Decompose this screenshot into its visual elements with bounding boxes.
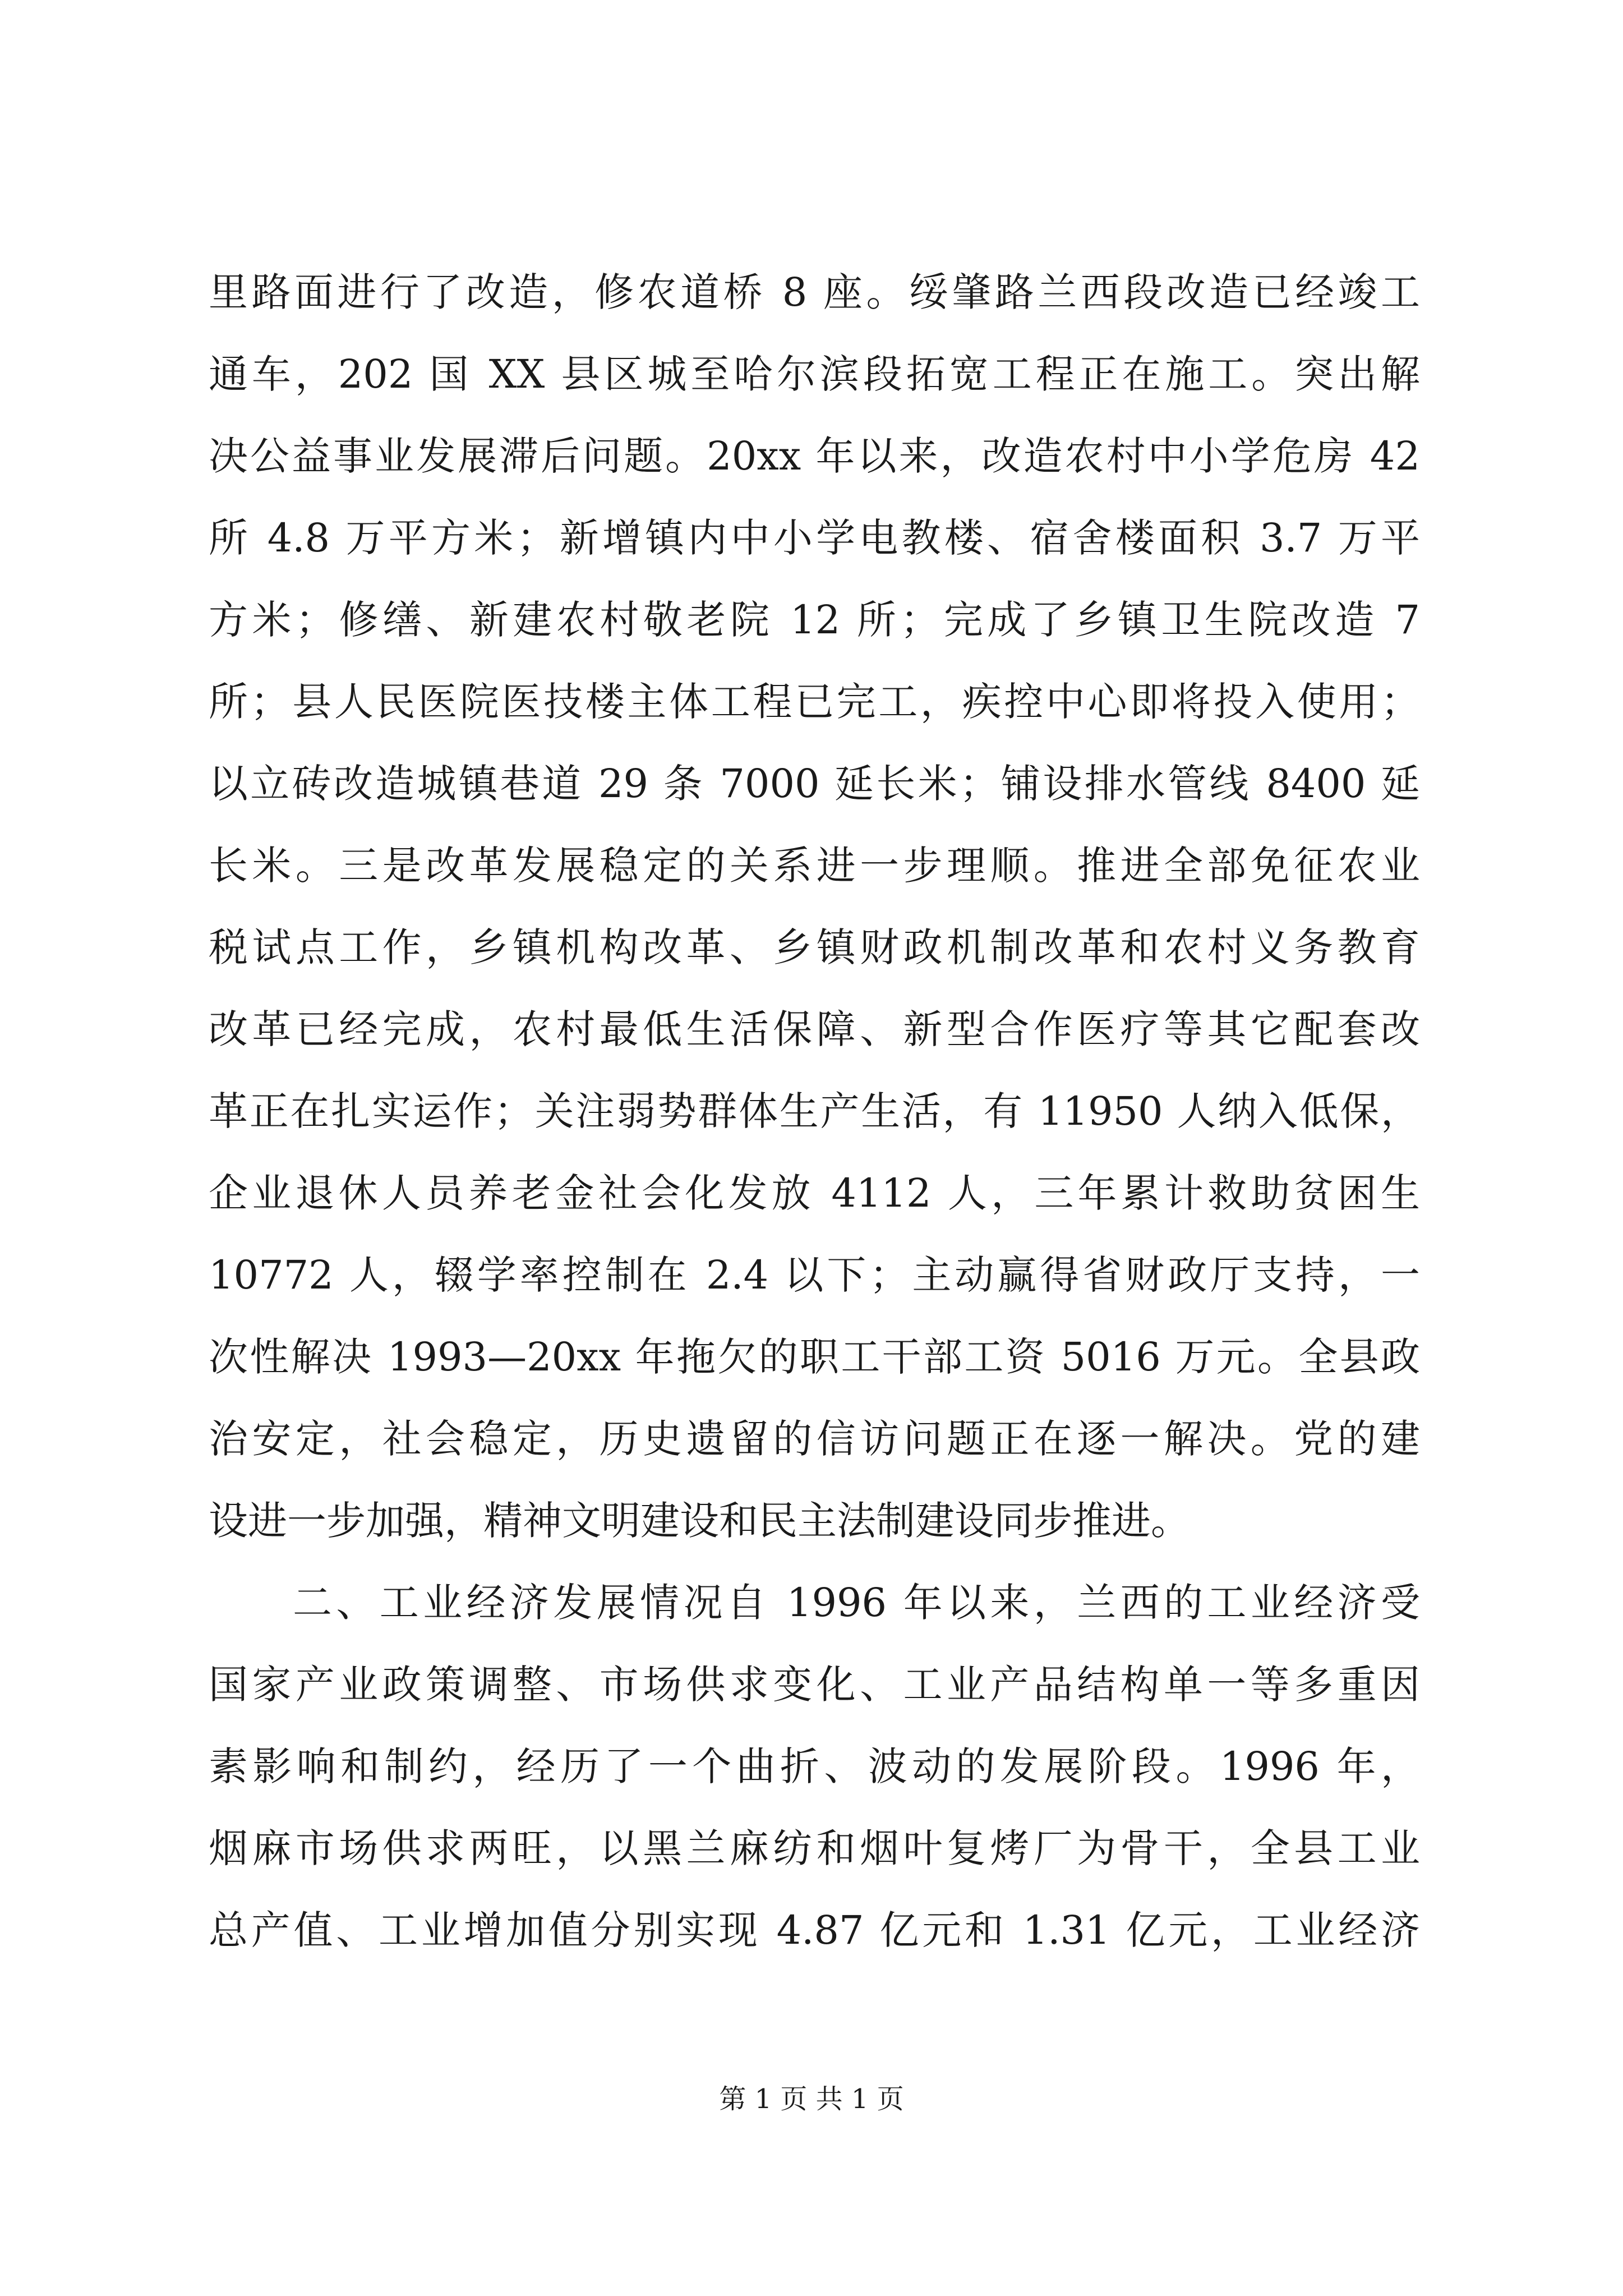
paragraph-line: 所；县人民医院医技楼主体工程已完工，疾控中心即将投入使用； bbox=[209, 679, 1420, 725]
paragraph-line: 里路面进行了改造，修农道桥 8 座。绥肇路兰西段改造已经竣工 bbox=[209, 269, 1420, 315]
paragraph-line: 所 4.8 万平方米；新增镇内中小学电教楼、宿舍楼面积 3.7 万平 bbox=[209, 515, 1420, 561]
paragraph-line: 革正在扎实运作；关注弱势群体生产生活，有 11950 人纳入低保， bbox=[209, 1088, 1420, 1134]
paragraph-line: 企业退休人员养老金社会化发放 4112 人，三年累计救助贫困生 bbox=[209, 1170, 1420, 1216]
paragraph-line: 烟麻市场供求两旺，以黑兰麻纺和烟叶复烤厂为骨干，全县工业 bbox=[209, 1825, 1420, 1871]
paragraph-line: 素影响和制约，经历了一个曲折、波动的发展阶段。1996 年， bbox=[209, 1743, 1420, 1789]
paragraph-line: 长米。三是改革发展稳定的关系进一步理顺。推进全部免征农业 bbox=[209, 843, 1420, 889]
paragraph-line: 治安定，社会稳定，历史遗留的信访问题正在逐一解决。党的建 bbox=[209, 1416, 1420, 1462]
paragraph-line: 改革已经完成，农村最低生活保障、新型合作医疗等其它配套改 bbox=[209, 1006, 1420, 1052]
paragraph-line: 总产值、工业增加值分别实现 4.87 亿元和 1.31 亿元，工业经济 bbox=[209, 1907, 1420, 1953]
paragraph-line: 设进一步加强，精神文明建设和民主法制建设同步推进。 bbox=[209, 1498, 1190, 1544]
paragraph-line: 方米；修缮、新建农村敬老院 12 所；完成了乡镇卫生院改造 7 bbox=[209, 597, 1420, 643]
paragraph-line: 次性解决 1993—20xx 年拖欠的职工干部工资 5016 万元。全县政 bbox=[209, 1334, 1420, 1380]
document-body bbox=[209, 251, 1420, 1971]
paragraph-line: 国家产业政策调整、市场供求变化、工业产品结构单一等多重因 bbox=[209, 1662, 1420, 1708]
paragraph-line: 决公益事业发展滞后问题。20xx 年以来，改造农村中小学危房 42 bbox=[209, 433, 1420, 479]
page-number-footer: 第 1 页 共 1 页 bbox=[719, 2083, 904, 2115]
paragraph-line: 以立砖改造城镇巷道 29 条 7000 延长米；铺设排水管线 8400 延 bbox=[209, 761, 1420, 807]
paragraph-line: 税试点工作，乡镇机构改革、乡镇财政机制改革和农村义务教育 bbox=[209, 924, 1420, 970]
paragraph-line: 通车，202 国 XX 县区城至哈尔滨段拓宽工程正在施工。突出解 bbox=[209, 351, 1420, 397]
paragraph-line: 10772 人，辍学率控制在 2.4 以下；主动赢得省财政厅支持，一 bbox=[209, 1252, 1420, 1298]
paragraph-line: 二、工业经济发展情况自 1996 年以来，兰西的工业经济受 bbox=[293, 1580, 1420, 1626]
